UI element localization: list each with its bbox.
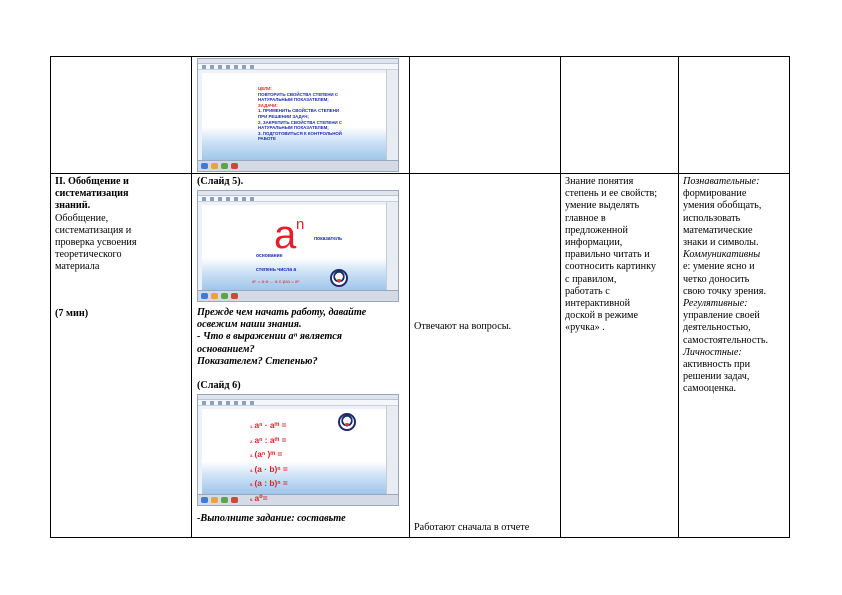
slide5-screenshot <box>197 190 399 302</box>
teacher-avatar-icon <box>338 413 356 431</box>
uud-cell: Познавательные: формирование умения обобщать, использовать математические знаки и символы. Коммуникативны е: умение ясно и четко доносить свою точку зрения. Регулятивные: управление своей деятельностью, самостоятельность. Личностные: активность при решении задач, самооценка. <box>683 176 769 395</box>
slide-goals-text: ЦЕЛИ: ПОВТОРИТЬ СВОЙСТВА СТЕПЕНИ С НАТУРАЛЬНЫМ ПОКАЗАТЕЛЕМ; ЗАДАЧИ: 1. ПРИМЕНИТЬ СВОЙСТВА СТЕПЕНИ ПРИ РЕШЕНИИ ЗАДАЧ; 2. ЗАКРЕПИТЬ СВОЙСТВА СТЕПЕНИ С НАТУРАЛЬНЫМ ПОКАЗАТЕЛЕМ; 3. ПОДГОТОВИТЬСЯ К КОНТРОЛЬНОЙ РАБОТЕ <box>258 86 343 142</box>
teacher-questions: Прежде чем начать работу, давайте освежим наши знания. - Что в выражении aⁿ является основанием? Показателем? Степенью? <box>197 307 367 367</box>
teacher-avatar-icon <box>330 269 348 287</box>
slide-goals-screenshot <box>197 58 399 172</box>
student-activity-2: Работают сначала в отчете <box>414 522 530 533</box>
col-divider <box>409 56 410 538</box>
slide5-label-exponent: показатель <box>314 236 343 242</box>
stage-cell: II. Обобщение и систематизация знаний. Обобщение, систематизация и проверка усвоения теоретического материала <box>55 176 137 273</box>
slide5-base: a <box>274 213 297 257</box>
slide5-exponent: n <box>296 216 305 233</box>
teacher-task: -Выполните задание: составьте <box>197 513 346 524</box>
col-divider <box>789 56 790 538</box>
col-divider <box>191 56 192 538</box>
col-divider <box>560 56 561 538</box>
slide6-formulas: 1. aⁿ · aᵐ = 2. aⁿ : aᵐ = 3. (aⁿ )ᵐ = 4. (a · b)ⁿ = 5. (a : b)ⁿ = 6. a⁰= <box>250 420 288 503</box>
stage-time: (7 мин) <box>55 308 89 319</box>
slide5-label-power: степень числа а <box>256 267 297 273</box>
results-cell: Знание понятия степень и ее свойств; умение выделять главное в предложенной информации, правильно читать и соотносить картинку с правилом, работать с интерактивной доской в режиме «ручка» . <box>565 176 658 334</box>
slide5-label: (Слайд 5). <box>197 176 244 187</box>
slide6-screenshot <box>197 394 399 506</box>
stage-title: II. Обобщение и <box>55 176 129 187</box>
slide6-label: (Слайд 6) <box>197 380 241 391</box>
col-divider <box>678 56 679 538</box>
slide5-product: aⁿ = a·a·...·a n раз = aⁿ <box>252 279 300 284</box>
col-divider <box>50 56 51 538</box>
student-activity: Отвечают на вопросы. <box>414 321 512 332</box>
slide5-label-base: основание <box>256 253 283 259</box>
